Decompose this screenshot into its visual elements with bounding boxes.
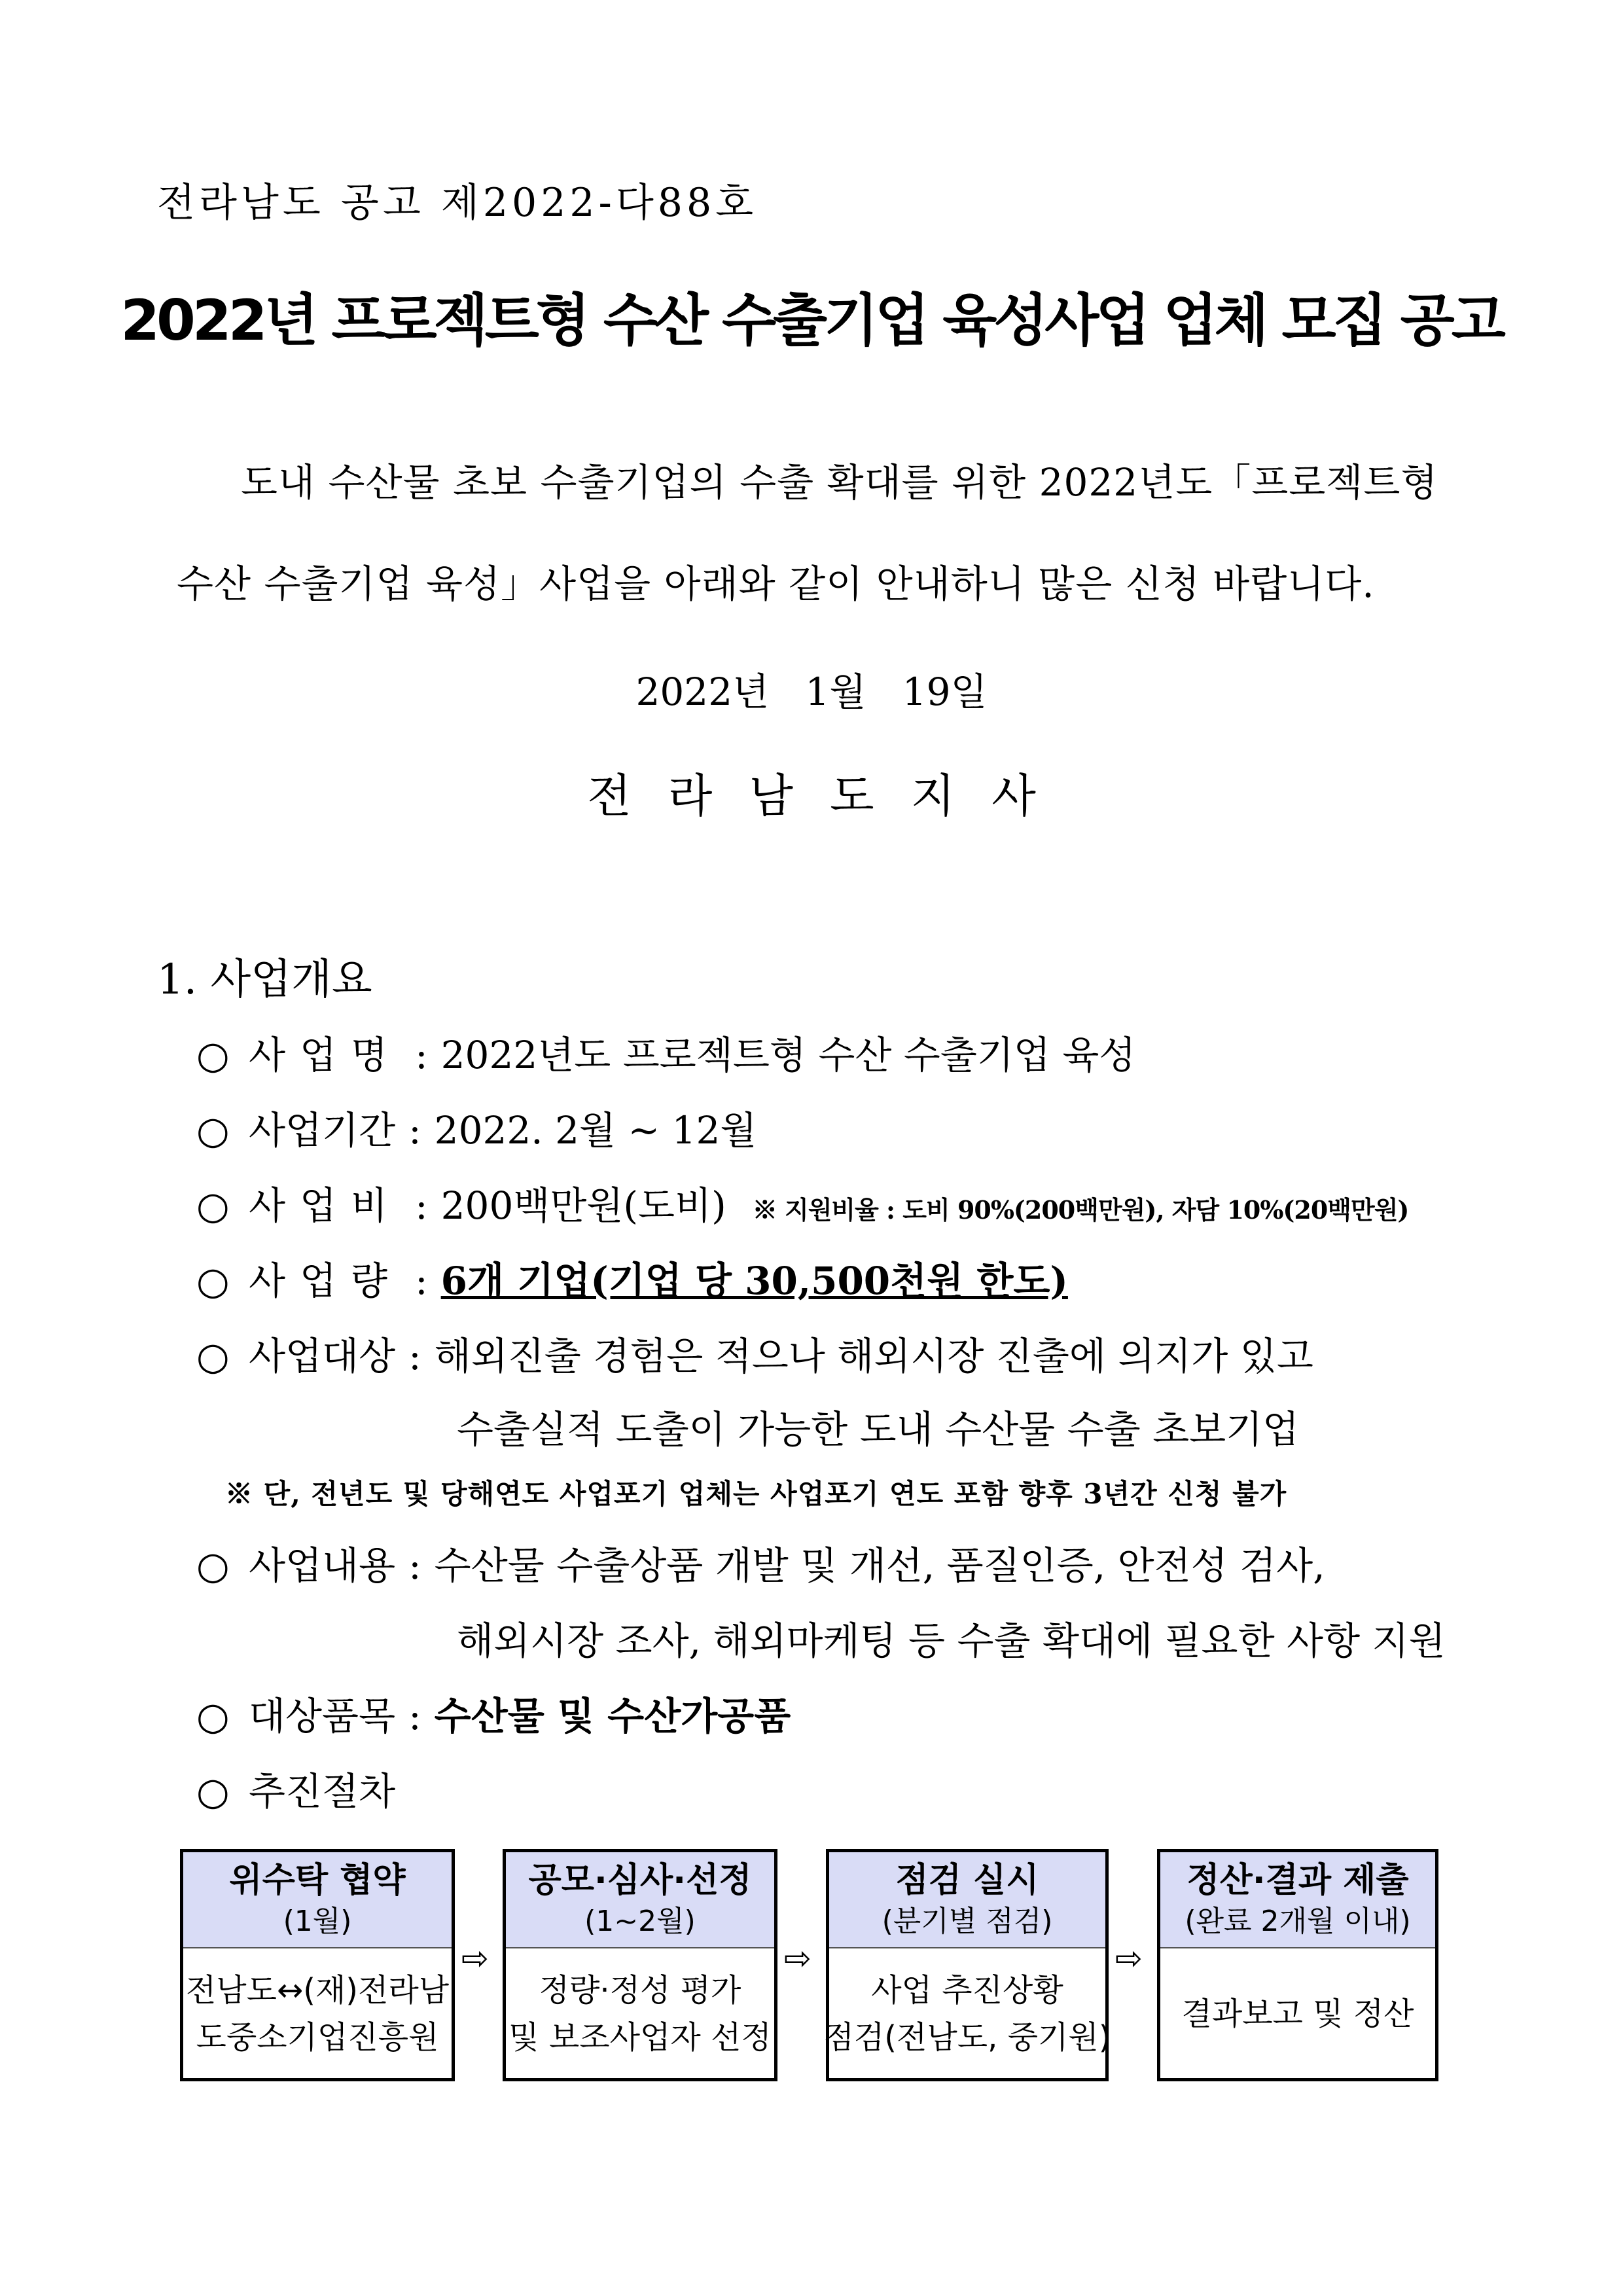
budget-note: ※ 지원비율 : 도비 90%(200백만원), 자담 10%(20백만원) <box>752 1195 1409 1225</box>
item-value: 200백만원(도비) <box>440 1183 726 1228</box>
flow-step-1 <box>180 1849 455 2081</box>
item-value: 2022년도 프로젝트형 수산 수출기업 육성 <box>440 1033 1136 1077</box>
overview-item-procedure <box>196 1761 395 1816</box>
flow-step-line: 도중소기업진흥원 <box>196 2019 439 2056</box>
overview-item-period <box>196 1100 757 1155</box>
flow-step-body <box>1160 1948 1435 2079</box>
arrow-right-icon: ⇨ <box>1115 1939 1143 1977</box>
section-heading: 1. 사업개요 <box>157 956 372 1004</box>
flow-step-4 <box>1157 1849 1438 2081</box>
content-continuation: 해외시장 조사, 해외마케팅 등 수출 확대에 필요한 사항 지원 <box>457 1619 1446 1663</box>
flow-step-line: 정량·정성 평가 <box>539 1972 741 2009</box>
flow-step-line: 전남도↔(재)전라남 <box>185 1972 450 2009</box>
bullet-icon: ○ <box>196 1769 230 1814</box>
item-separator: : <box>408 1334 421 1378</box>
procedure-flowchart <box>0 1849 1623 2088</box>
target-continuation: 수출실적 도출이 가능한 도내 수산물 수출 초보기업 <box>457 1407 1300 1452</box>
notice-date: 2022년 1월 19일 <box>635 670 988 714</box>
flow-step-title: 정산·결과 제출 <box>1186 1861 1409 1900</box>
flow-step-body <box>506 1948 774 2079</box>
flow-step-2 <box>503 1849 777 2081</box>
flow-step-header <box>1160 1852 1435 1948</box>
item-separator: : <box>408 1694 421 1738</box>
flow-step-body <box>183 1948 452 2079</box>
overview-item-target <box>196 1325 1313 1380</box>
item-label: 사업내용 <box>249 1543 396 1588</box>
flow-step-line: 결과보고 및 정산 <box>1181 1996 1414 2032</box>
caution-note: ※ 단, 전년도 및 당해연도 사업포기 업체는 사업포기 연도 포함 향후 3년간 신청 불가 <box>225 1478 1287 1510</box>
bullet-icon: ○ <box>196 1334 230 1378</box>
notice-number: 전라남도 공고 제2022-다88호 <box>157 180 758 226</box>
arrow-right-icon: ⇨ <box>461 1939 489 1977</box>
overview-item-quantity <box>196 1250 1068 1305</box>
flow-step-period: (완료 2개월 이내) <box>1185 1905 1411 1938</box>
bullet-icon: ○ <box>196 1543 230 1588</box>
item-value: 6개 기업(기업 당 30,500천원 한도) <box>440 1259 1068 1303</box>
item-separator: : <box>415 1033 428 1077</box>
intro-line-2: 수산 수출기업 육성」사업을 아래와 같이 안내하니 많은 신청 바랍니다. <box>177 562 1375 606</box>
flow-step-period: (1월) <box>283 1905 352 1938</box>
item-label: 사업기간 <box>249 1108 396 1153</box>
bullet-icon: ○ <box>196 1694 230 1738</box>
item-label: 대상품목 <box>249 1694 396 1738</box>
flow-step-period: (1~2월) <box>584 1905 696 1938</box>
item-separator: : <box>408 1543 421 1588</box>
item-label: 사업량 <box>249 1259 402 1303</box>
flow-step-title: 공모·심사·선정 <box>528 1861 752 1900</box>
issuer-name: 전라남도지사 <box>587 769 1073 823</box>
arrow-right-icon: ⇨ <box>784 1939 812 1977</box>
flow-step-line: 점검(전남도, 중기원) <box>823 2019 1111 2056</box>
item-label: 사업명 <box>249 1033 402 1077</box>
flow-step-body <box>823 1948 1111 2079</box>
item-separator: : <box>408 1108 421 1153</box>
flow-step-period: (분기별 점검) <box>882 1905 1053 1938</box>
flow-step-title: 위수탁 협약 <box>229 1861 406 1900</box>
bullet-icon: ○ <box>196 1108 230 1153</box>
intro-line-1: 도내 수산물 초보 수출기업의 수출 확대를 위한 2022년도「프로젝트형 <box>241 460 1438 505</box>
flow-step-header <box>829 1852 1105 1948</box>
bullet-icon: ○ <box>196 1183 230 1228</box>
item-separator: : <box>415 1183 428 1228</box>
item-value: 2022. 2월 ~ 12월 <box>434 1108 757 1153</box>
bullet-icon: ○ <box>196 1259 230 1303</box>
item-label: 사업대상 <box>249 1334 396 1378</box>
flow-step-header <box>506 1852 774 1948</box>
item-label: 추진절차 <box>249 1769 396 1814</box>
page-title: 2022년 프로젝트형 수산 수출기업 육성사업 업체 모집 공고 <box>120 288 1503 353</box>
item-value: 해외진출 경험은 적으나 해외시장 진출에 의지가 있고 <box>434 1334 1313 1378</box>
flow-step-header <box>183 1852 452 1948</box>
flow-step-line: 사업 추진상황 <box>871 1972 1063 2009</box>
flow-step-title: 점검 실시 <box>895 1861 1039 1900</box>
overview-item-budget <box>196 1175 1408 1230</box>
item-value: 수산물 및 수산가공품 <box>434 1694 791 1738</box>
item-separator: : <box>415 1259 428 1303</box>
flow-step-3 <box>823 1849 1111 2081</box>
overview-item-products <box>196 1685 791 1740</box>
item-label: 사업비 <box>249 1183 402 1228</box>
overview-item-name <box>196 1024 1135 1079</box>
bullet-icon: ○ <box>196 1033 230 1077</box>
flow-step-line: 및 보조사업자 선정 <box>508 2019 772 2056</box>
overview-item-content <box>196 1535 1325 1590</box>
item-value: 수산물 수출상품 개발 및 개선, 품질인증, 안전성 검사, <box>434 1543 1325 1588</box>
